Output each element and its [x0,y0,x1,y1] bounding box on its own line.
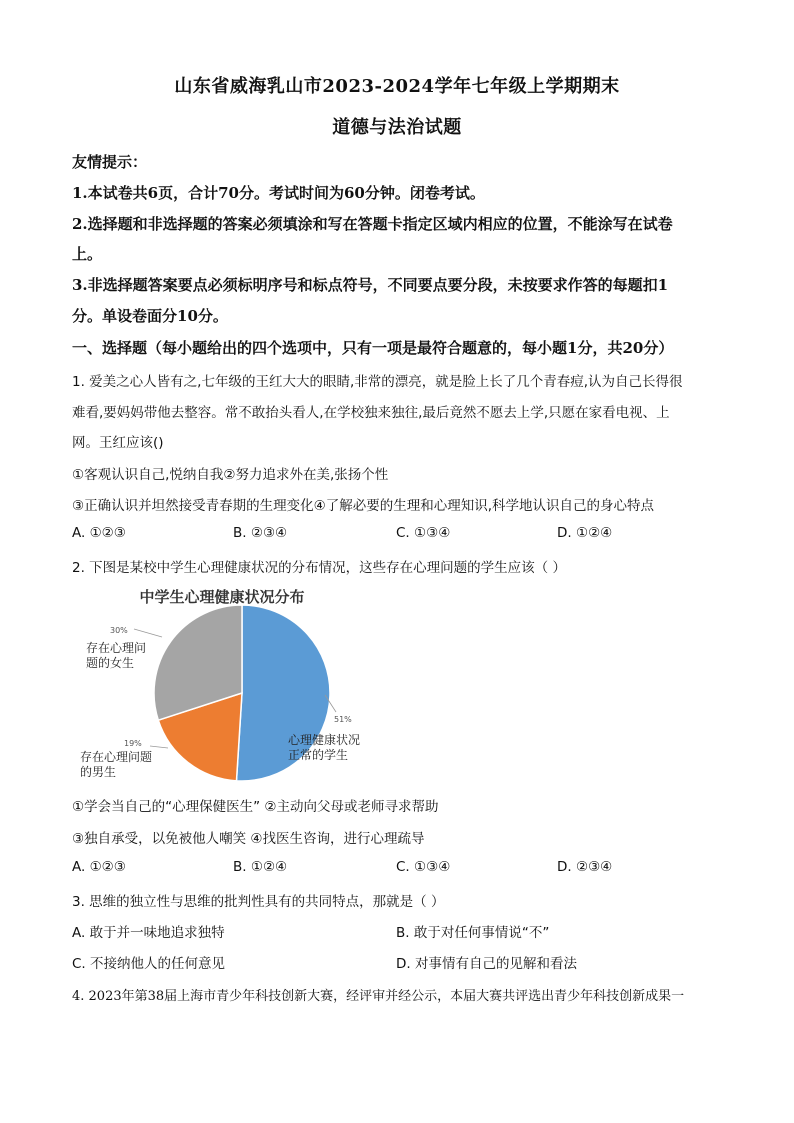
label-boys-line2: 的男生 [80,765,117,779]
q1-stem: 1. 爱美之心人皆有之,七年级的王红大大的眼睛,非常的漂亮，就是脸上长了几个青春痘,认为自己长得很 [72,374,683,390]
tip-item-3-cont: 分。单设卷面分10分。 [72,307,228,325]
section-heading: 一、选择题（每小题给出的四个选项中，只有一项是最符合题意的，每小题1分，共20分） [72,339,674,357]
label-boys-line1: 存在心理问题 [80,750,153,764]
label-normal-line2: 正常的学生 [288,748,349,762]
tip-item-3: 3.非选择题答案要点必须标明序号和标点符号，不同要点要分段，未按要求作答的每题扣1 [72,276,669,294]
q2-option-d: D. ②③④ [557,859,613,875]
q1-choices-1: ①客观认识自己,悦纳自我②努力追求外在美,张扬个性 [72,467,389,483]
pct-label-normal: 51% [334,715,352,724]
q2-stem: 2. 下图是某校中学生心理健康状况的分布情况，这些存在心理问题的学生应该（ ） [72,560,566,576]
q1-stem-end: 网。王红应该() [72,435,164,451]
q1-option-a: A. ①②③ [72,525,126,541]
q4-stem: 4. 2023年第38届上海市青少年科技创新大赛，经评审并经公示，本届大赛共评选出青少年科技创新成果一 [72,989,685,1004]
pct-label-girls: 30% [110,626,128,635]
page-subtitle: 道德与法治试题 [332,117,462,138]
q3-option-b: B. 敢于对任何事情说“不” [396,925,550,941]
tips-heading: 友情提示： [72,153,148,171]
tip-item-2: 2.选择题和非选择题的答案必须填涂和写在答题卡指定区域内相应的位置，不能涂写在试卷 [72,215,673,233]
q1-option-c: C. ①③④ [396,525,451,541]
label-normal-line1: 心理健康状况 [288,733,361,747]
tip-item-2-cont: 上。 [72,245,103,263]
label-girls-line1: 存在心理问 [86,641,147,655]
chart-title: 中学生心理健康状况分布 [139,588,305,606]
q2-option-c: C. ①③④ [396,859,451,875]
q3-option-a: A. 敢于并一味地追求独特 [72,925,225,941]
q2-option-b: B. ①②④ [233,859,288,875]
q1-option-b: B. ②③④ [233,525,288,541]
q1-stem-cont: 难看,要妈妈带他去整容。常不敢抬头看人,在学校独来独往,最后竟然不愿去上学,只愿在家看电视、上 [72,405,670,421]
q2-option-a: A. ①②③ [72,859,126,875]
pct-label-boys: 19% [124,739,142,748]
q2-choices-2: ③独自承受，以免被他人嘲笑 ④找医生咨询，进行心理疏导 [72,831,425,847]
q1-option-d: D. ①②④ [557,525,613,541]
tip-item-1: 1.本试卷共6页，合计70分。考试时间为60分钟。闭卷考试。 [72,184,485,202]
q3-option-c: C. 不接纳他人的任何意见 [72,956,226,972]
q3-option-d: D. 对事情有自己的见解和看法 [396,956,577,972]
pie-chart [72,585,392,785]
q3-stem: 3. 思维的独立性与思维的批判性具有的共同特点，那就是（ ） [72,894,445,910]
page-title: 山东省威海乳山市2023-2024学年七年级上学期期末 [174,76,620,97]
q2-choices-1: ①学会当自己的“心理保健医生” ②主动向父母或老师寻求帮助 [72,799,439,815]
label-girls-line2: 题的女生 [86,656,135,670]
q1-choices-2: ③正确认识并坦然接受青春期的生理变化④了解必要的生理和心理知识,科学地认识自己的身心特点 [72,498,654,514]
